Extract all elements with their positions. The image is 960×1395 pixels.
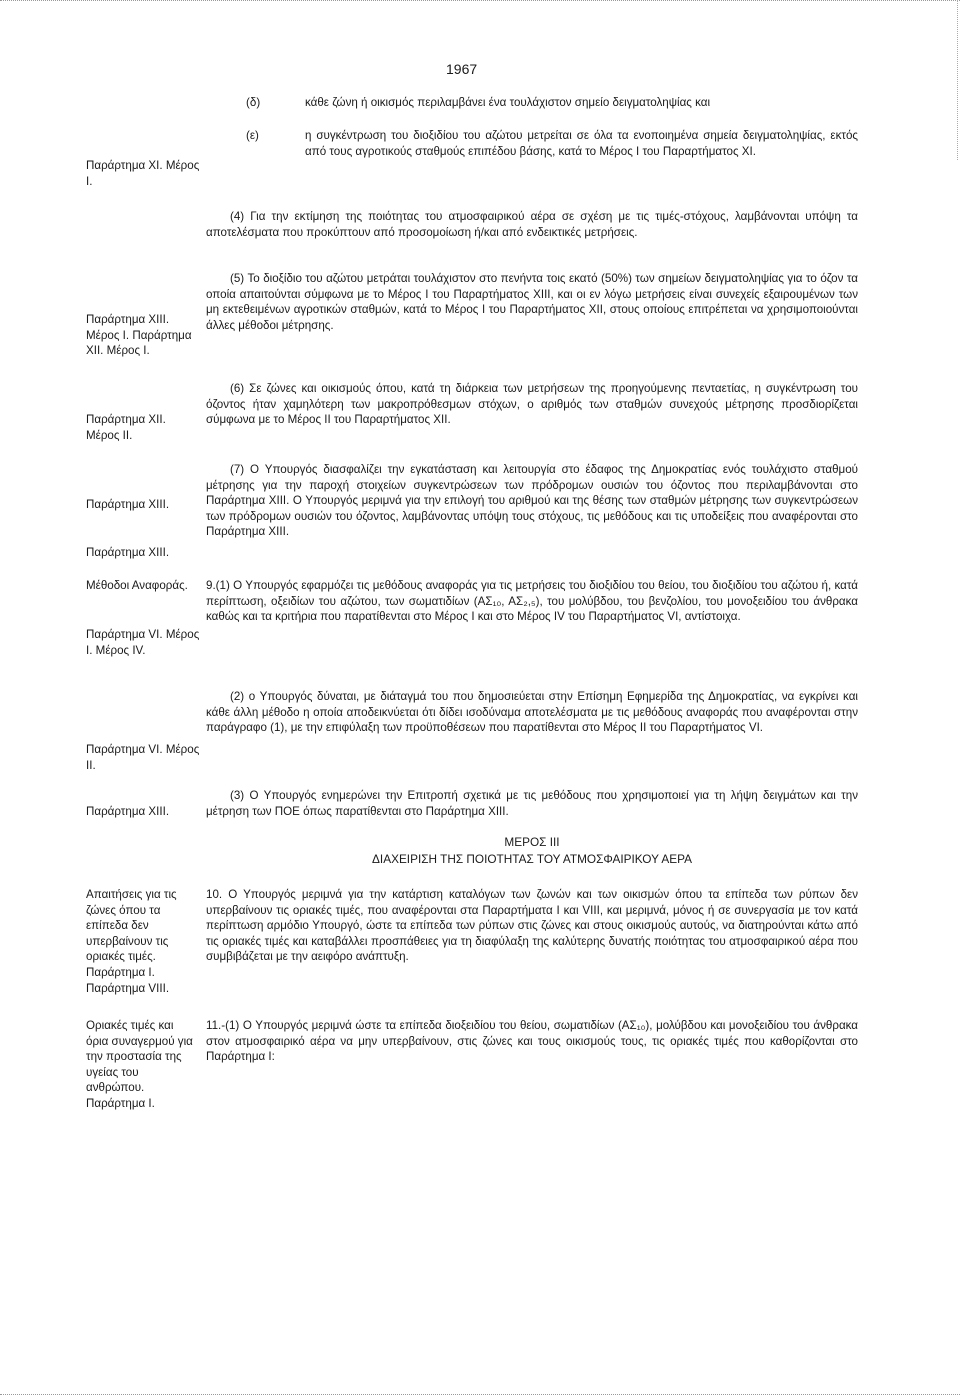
margin-note-11: Οριακές τιμές και όρια συναγερμού για την προστασία της υγείας του ανθρώπου. Παράρτημα I.	[86, 1019, 193, 1110]
scan-edge-top	[0, 0, 960, 3]
item-d-label: (δ)	[246, 96, 261, 109]
margin-note-10: Απαιτήσεις για τις ζώνες όπου τα επίπεδα δεν υπερβαίνουν τις οριακές τιμές. Παράρτημα I. Παράρτημα VIII.	[86, 888, 177, 995]
paragraph-9-1-text: 9.(1) Ο Υπουργός εφαρμόζει τις μεθόδους αναφοράς για τις μετρήσεις του διοξιδίου του θείου, του διοξιδίου του αζώτου ή, κατά περίπτωση, οξειδίων του αζώτου, των σωματιδίων (ΑΣ₁₀, ΑΣ₂,₅), του μολύβδου, του βενζολίου, του μονοξειδίου του άνθρακα καθώς και τα κριτήρια που παρατίθενται στο Μέρος I και στο Μέρος IV του Παραρτήματος VI, αντίστοιχα.	[206, 579, 858, 624]
item-e-text: η συγκέντρωση του διοξιδίου του αζώτου μετρείται σε όλα τα ενοποιημένα σημεία δειγματοληψίας, εκτός από τους αγροτικούς σταθμούς επιπέδου βάσης, κατά το Μέρος I του Παραρτήματος XI.	[305, 129, 858, 158]
paragraph-9-1	[206, 578, 858, 625]
margin-note-5: Παράρτημα XIII.	[86, 546, 170, 559]
paragraph-10-text: 10. Ο Υπουργός μεριμνά για την κατάρτιση καταλόγων των ζωνών και των οικισμών όπου τα επίπεδα των ρύπων δεν υπερβαίνουν τις οριακές τιμές, που αναφέρονται στα Παραρτήματα I και VIII, και μεριμνά, μόνος ή σε συνεργασία με τον κατά περίπτωση αρμόδιο Υπουργό, ώστε τα επίπεδα των ρύπων στις ζώνες και στους οικισμούς αυτούς, να διατηρούνται κάτω από τις οριακές τιμές και καταβάλλει προσπάθειες για τη διαφύλαξη της καλύτερης δυνατής ποιότητας του ατμοσφαιρικού αέρα που συμβιβάζεται με την αειφόρο ανάπτυξη.	[206, 888, 858, 964]
paragraph-4	[206, 209, 858, 240]
paragraph-9-3	[206, 788, 858, 819]
paragraph-9-2	[206, 689, 858, 736]
margin-note-1: Παράρτημα XI. Μέρος I.	[86, 159, 200, 188]
scan-edge-right	[956, 0, 958, 160]
margin-note-2: Παράρτημα XIII. Μέρος I. Παράρτημα XII. Μέρος I.	[86, 313, 192, 358]
paragraph-11-text: 11.-(1) Ο Υπουργός μεριμνά ώστε τα επίπεδα διοξειδίου του θείου, σωματιδίων (ΑΣ₁₀), μολύβδου και μονοξειδίου του άνθρακα στον ατμοσφαιρικό αέρα να μην υπερβαίνουν, στις ζώνες και τους οικισμούς τους, τις οριακές τιμές που καθορίζονται στο Παράρτημα I:	[206, 1019, 858, 1064]
margin-note-8: Παράρτημα VI. Μέρος II.	[86, 743, 200, 772]
paragraph-6	[206, 381, 858, 428]
paragraph-9-2-text: (2) ο Υπουργός δύναται, με διάταγμά του που δημοσιεύεται στην Επίσημη Εφημερίδα της Δημοκρατίας, να εγκρίνει και κάθε άλλη μέθοδο η οποία αποδεικνύεται ότι δίδει ισοδύναμα αποτελέσματα με τις μεθόδους αναφοράς που αναφέρονται στην παράγραφο (1), με την επιφύλαξη των προϋποθέσεων που παρατίθενται στο Μέρος II του Παραρτήματος VI.	[206, 690, 858, 735]
margin-note-7: Παράρτημα VI. Μέρος I. Μέρος IV.	[86, 628, 200, 657]
page-number: 1967	[446, 61, 478, 77]
paragraph-5-text: (5) Το διοξίδιο του αζώτου μετράται τουλάχιστον στο πενήντα τοις εκατό (50%) των σημείων δειγματοληψίας για το όζον τα οποία απαιτούνται σύμφωνα με το Μέρος I του Παραρτήματος XIII, και οι εν λόγω μετρήσεις είναι συνεχείς εξαιρουμένων των μη εκτεθειμένων αγροτικών σταθμών, κατά το Μέρος I του Παραρτήματος XII, στους οποίους επιτρέπεται να χρησιμοποιούνται άλλες μέθοδοι μέτρησης.	[206, 272, 858, 332]
margin-note-3: Παράρτημα XII. Μέρος II.	[86, 413, 166, 442]
paragraph-4-text: (4) Για την εκτίμηση της ποιότητας του ατμοσφαιρικού αέρα σε σχέση με τις τιμές-στόχους, λαμβάνονται υπόψη τα αποτελέσματα που προκύπτουν από προσομοίωση ή/και από ενδεικτικές μετρήσεις.	[206, 210, 858, 239]
part-heading: ΜΕΡΟΣ III	[504, 835, 560, 849]
paragraph-10	[206, 887, 858, 965]
margin-note-4: Παράρτημα XIII.	[86, 498, 170, 511]
paragraph-7	[206, 462, 858, 540]
item-d-text: κάθε ζώνη ή οικισμός περιλαμβάνει ένα τουλάχιστον σημείο δειγματοληψίας και	[305, 96, 711, 109]
item-e-label: (ε)	[246, 129, 259, 142]
part-title: ΔΙΑΧΕΙΡΙΣΗ ΤΗΣ ΠΟΙΟΤΗΤΑΣ ΤΟΥ ΑΤΜΟΣΦΑΙΡΙΚΟΥ ΑΕΡΑ	[372, 852, 692, 866]
paragraph-7-text: (7) Ο Υπουργός διασφαλίζει την εγκατάσταση και λειτουργία στο έδαφος της Δημοκρατίας ενός τουλάχιστο σταθμού μέτρησης για την παροχή στοιχείων συγκεντρώσεων των πρόδρομων ουσιών του όζοντος που περιλαμβάνονται στο Παράρτημα XIII. Ο Υπουργός μεριμνά για την επιλογή του αριθμού και της θέσης των σταθμών μέτρησης των συγκεντρώσεων των πρόδρομων ουσιών του όζοντος, λαμβάνοντας υπόψη τους στόχους, τις μεθόδους και τις υποδείξεις που αναφέρονται στο Παράρτημα XIII.	[206, 463, 858, 539]
paragraph-9-3-text: (3) Ο Υπουργός ενημερώνει την Επιτροπή σχετικά με τις μεθόδους που χρησιμοποιεί για τη λήψη δειγμάτων και την μέτρηση των ΠΟΕ όπως παρατίθενται στο Παράρτημα XIII.	[206, 789, 858, 818]
margin-note-9: Παράρτημα XIII.	[86, 805, 170, 818]
paragraph-5	[206, 271, 858, 333]
paragraph-6-text: (6) Σε ζώνες και οικισμούς όπου, κατά τη διάρκεια των μετρήσεων της προηγούμενης πενταετίας, η συγκέντρωση του όζοντος ήταν χαμηλότερη των μακροπρόθεσμων στόχων, ο αριθμός των σταθμών συνεχούς μέτρησης προσδιορίζεται σύμφωνα με το Μέρος II του Παραρτήματος XII.	[206, 382, 858, 427]
margin-note-6: Μέθοδοι Αναφοράς.	[86, 579, 188, 592]
paragraph-11	[206, 1018, 858, 1065]
